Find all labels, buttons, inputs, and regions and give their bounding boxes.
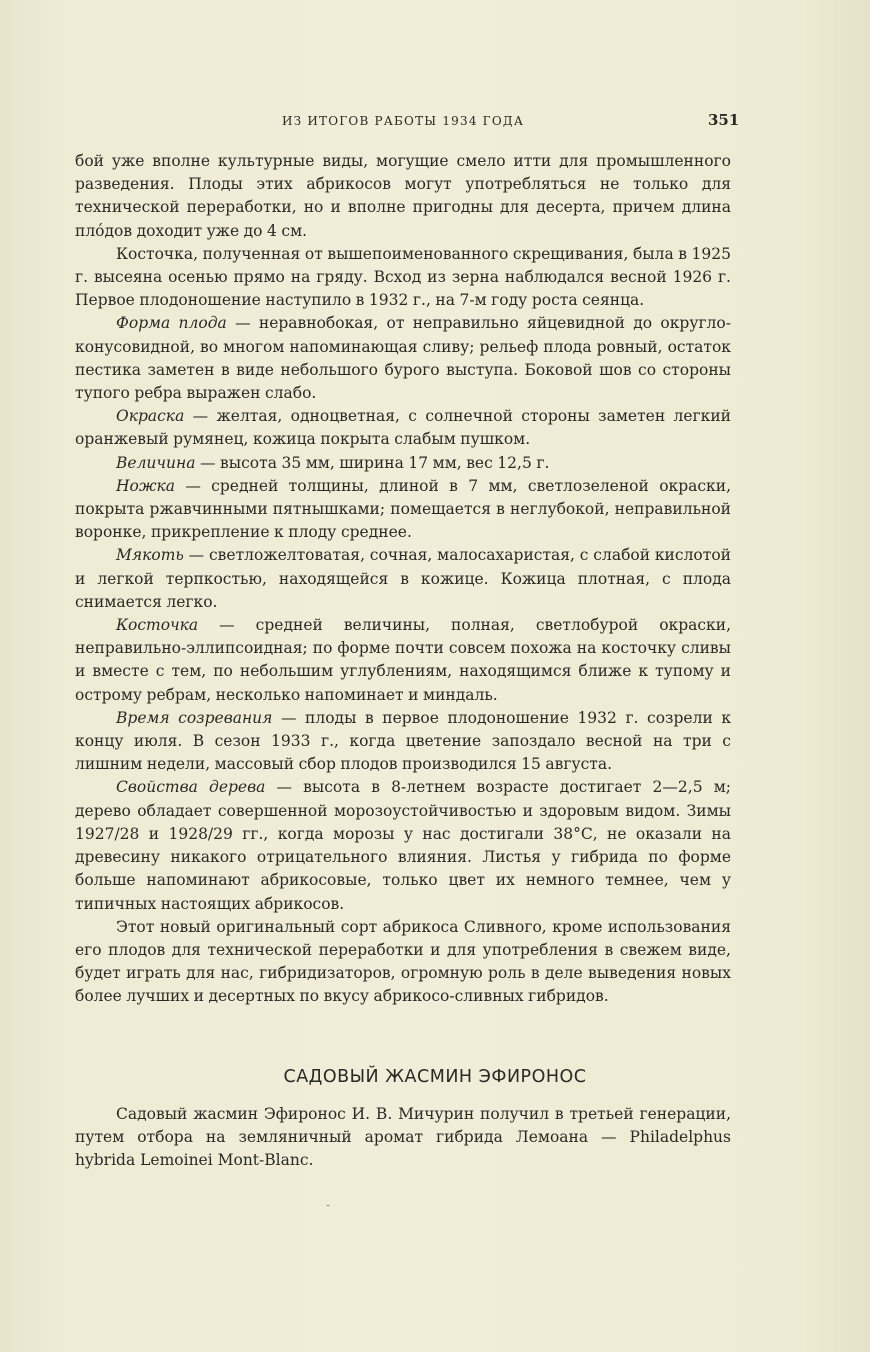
term-tree: Свойства дерева	[116, 778, 266, 797]
paragraph-ripening	[75, 707, 731, 777]
text-size: — высота 35 мм, ширина 17 мм, вес 12,5 г.	[195, 453, 550, 472]
running-head	[0, 111, 870, 134]
section-text	[75, 1103, 731, 1173]
paragraph-stem	[75, 475, 731, 545]
paragraph-seedling: Косточка, полученная от вышепоименованного скрещивания, была в 1925 г. высеяна осенью прямо на гряду. Всход из зерна наблюдался весной 1926 г. Первое плодоношение наступило в 1932 г., на 7-м году роста сеянца.	[75, 244, 731, 310]
paragraph-flesh	[75, 544, 731, 614]
text-flesh: — светложелтоватая, сочная, малосахаристая, с слабой кислотой и легкой терпкостью, находящейся в кожице. Кожица плотная, с плода снимается легко.	[75, 546, 731, 611]
term-stem: Ножка	[116, 476, 175, 495]
text-tree: — высота в 8-летнем возрасте достигает 2—2,5 м; дерево обладает совершенной морозоустойчивостью и здоровым видом. Зимы 1927/28 и 1928/29 гг., когда морозы у нас достигали 38°С, не оказали на древесину никакого отрицательного влияния. Листья у гибрида по форме больше напоминают абрикосовые, только цвет их немного темнее, чем у типичных настоящих абрикосов.	[75, 778, 731, 913]
text-ripening: — плоды в первое плодоношение 1932 г. созрели к концу июля. В сезон 1933 г., когда цветение запоздало весной на три с лишним недели, массовый сбор плодов производился 15 августа.	[75, 708, 732, 774]
text-color: — желтая, одноцветная, с солнечной стороны заметен легкий оранжевый румянец, кожица покрыта слабым пушком.	[75, 407, 731, 449]
footer-mark: -	[326, 1198, 331, 1212]
page-number: 351	[708, 111, 740, 129]
paragraph-size	[75, 452, 731, 475]
paragraph-color	[75, 405, 731, 451]
text-fruit-shape: — неравнобокая, от неправильно яйцевидной до округло-конусовидной, во многом напоминающая сливу; рельеф плода ровный, остаток пестика заметен в виде небольшого бурого выступа. Боковой шов со стороны тупого ребра выражен слабо.	[75, 314, 731, 403]
paragraph-fruit-shape	[75, 312, 731, 405]
term-fruit-shape: Форма плода	[116, 314, 227, 333]
body-text	[75, 150, 731, 1009]
section-title: САДОВЫЙ ЖАСМИН ЭФИРОНОС	[283, 1067, 587, 1087]
paragraph-stone	[75, 614, 731, 707]
paragraph-conclusion: Этот новый оригинальный сорт абрикоса Сливного, кроме использования его плодов для технической переработки и для употребления в свежем виде, будет играть для нас, гибридизаторов, огромную роль в деле выведения новых более лучших и десертных по вкусу абрикосо-сливных гибридов.	[75, 917, 731, 1006]
paragraph-jasmine: Садовый жасмин Эфиронос И. В. Мичурин получил в третьей генерации, путем отбора на земляничный аромат гибрида Лемоана — Philadelphus hybrida Lemoinei Mont-Blanc.	[75, 1105, 731, 1170]
term-color: Окраска	[116, 407, 185, 426]
paragraph-tree	[75, 776, 731, 915]
paragraph-continuation: бой уже вполне культурные виды, могущие смело итти для промышленного разведения. Плоды этих абрикосов могут употребляться не только для технической переработки, но и вполне пригодны для десерта, причем длина плóдов доходит уже до 4 см.	[75, 152, 731, 240]
term-stone: Косточка	[116, 616, 199, 635]
term-ripening: Время созревания	[116, 708, 273, 727]
term-size: Величина	[116, 453, 196, 472]
running-title: ИЗ ИТОГОВ РАБОТЫ 1934 ГОДА	[282, 114, 525, 128]
text-stem: — средней толщины, длиной в 7 мм, светлозеленой окраски, покрыта ржавчинными пятнышками; помещается в неглубокой, неправильной воронке, прикрепление к плоду среднее.	[75, 476, 731, 542]
term-flesh: Мякоть	[116, 546, 184, 565]
text-stone: — средней величины, полная, светлобурой окраски, неправильно-эллипсоидная; по форме почти совсем похожа на косточку сливы и вместе с тем, по небольшим углублениям, находящимся ближе к тупому и острому ребрам, несколько напоминает и миндаль.	[75, 616, 731, 704]
